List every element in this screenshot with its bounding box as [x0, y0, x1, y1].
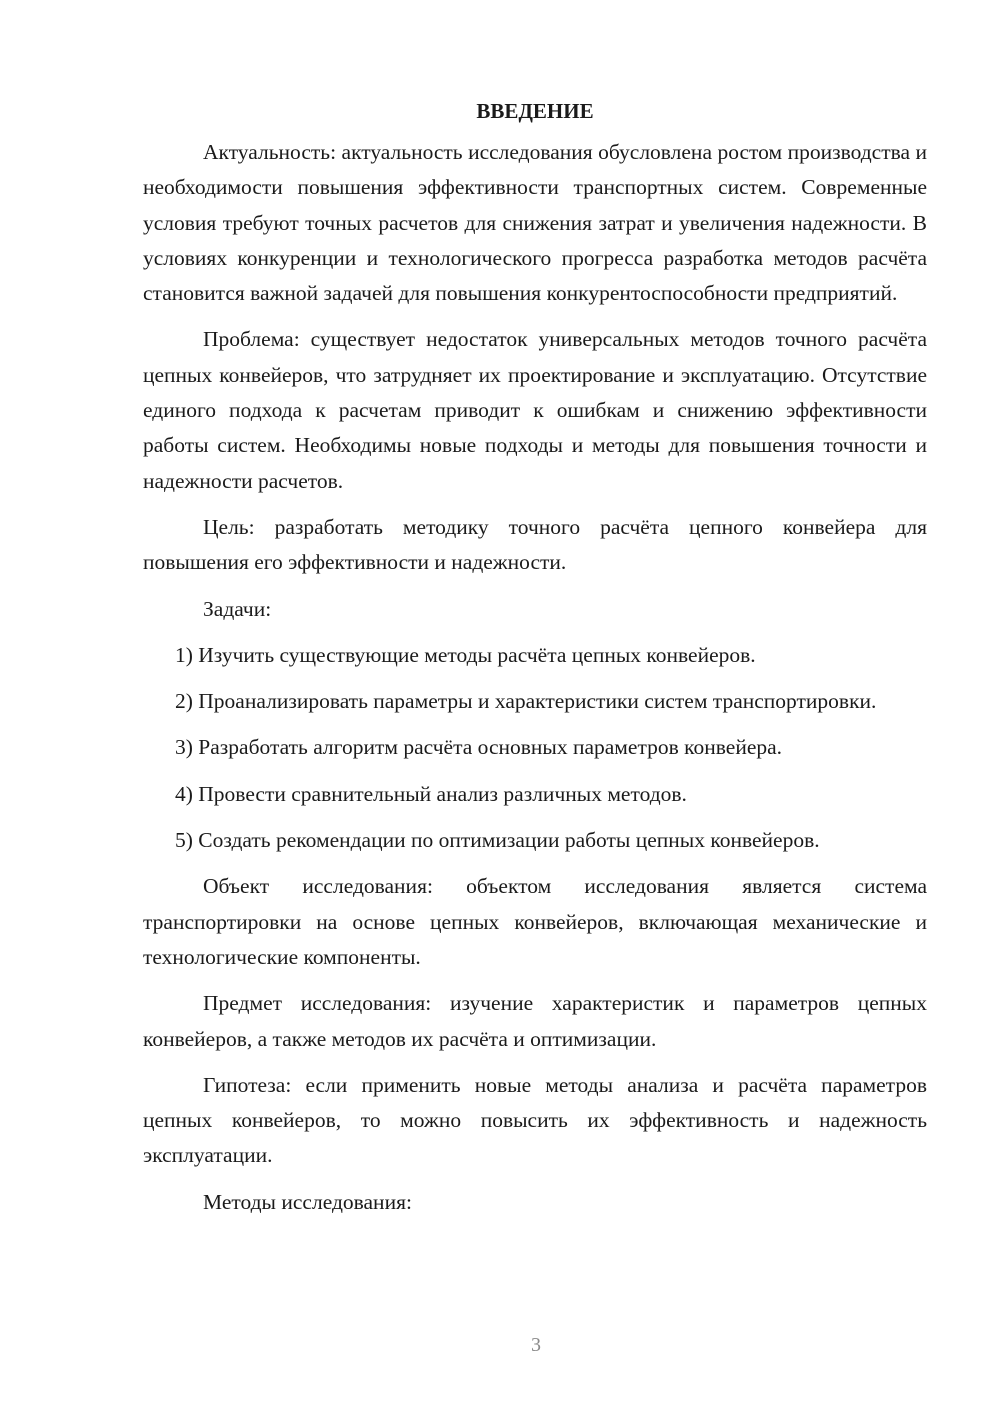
hypothesis-paragraph: Гипотеза: если применить новые методы анализа и расчёта параметров цепных конвейеров, то можно повысить их эффективность и надежность эксплуатации.: [143, 1072, 927, 1168]
section-title: ВВЕДЕНИЕ: [476, 99, 594, 123]
goal-paragraph: Цель: разработать методику точного расчёта цепного конвейера для повышения его эффективности и надежности.: [143, 514, 927, 575]
task-item-2: 2) Проанализировать параметры и характеристики систем транспортировки.: [175, 689, 877, 714]
task-item-5: 5) Создать рекомендации по оптимизации работы цепных конвейеров.: [175, 828, 820, 853]
problem-paragraph: Проблема: существует недостаток универсальных методов точного расчёта цепных конвейеров, что затрудняет их проектирование и эксплуатацию. Отсутствие единого подхода к расчетам приводит к ошибкам и снижению эффективности работы систем. Необходимы новые подходы и методы для повышения точности и надежности расчетов.: [143, 327, 927, 493]
task-item-1: 1) Изучить существующие методы расчёта цепных конвейеров.: [175, 642, 756, 667]
methods-heading: Методы исследования:: [203, 1189, 412, 1214]
page-content: [143, 94, 927, 1231]
object-paragraph: Объект исследования: объектом исследования является система транспортировки на основе цепных конвейеров, включающая механические и технологические компоненты.: [143, 874, 927, 969]
task-item-4: 4) Провести сравнительный анализ различных методов.: [175, 781, 687, 806]
page-number: 3: [531, 1334, 541, 1356]
task-item-3: 3) Разработать алгоритм расчёта основных параметров конвейера.: [175, 735, 783, 760]
tasks-heading: Задачи:: [203, 596, 272, 621]
relevance-paragraph: Актуальность: актуальность исследования обусловлена ростом производства и необходимости повышения эффективности транспортных систем. Современные условия требуют точных расчетов для снижения затрат и увеличения надежности. В условиях конкуренции и технологического прогресса разработка методов расчёта становится важной задачей для повышения конкурентоспособности предприятий.: [143, 140, 927, 306]
subject-paragraph: Предмет исследования: изучение характеристик и параметров цепных конвейеров, а также методов их расчёта и оптимизации.: [143, 991, 927, 1051]
